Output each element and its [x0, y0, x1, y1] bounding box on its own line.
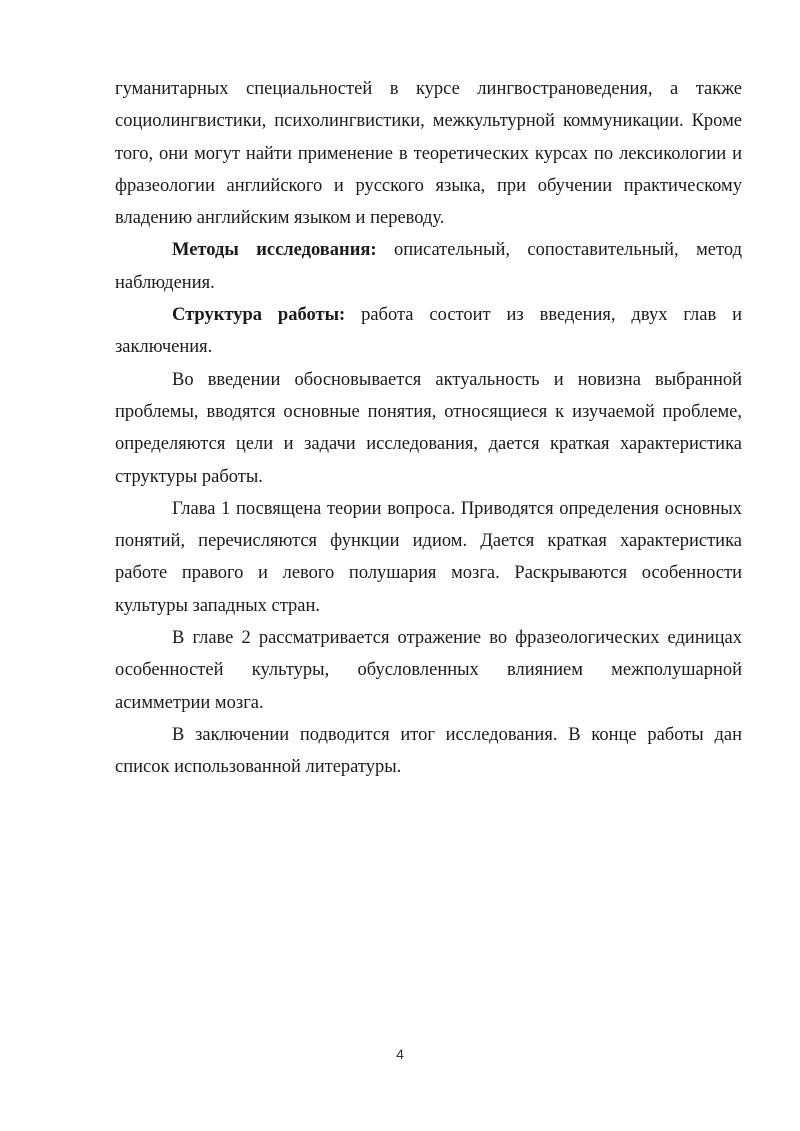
paragraph-text: В заключении подводится итог исследования. В конце работы дан список использованной литературы. — [115, 724, 742, 778]
page-number: 4 — [396, 1046, 404, 1062]
paragraph-text: работа состоит из введения, двух глав и заключения. — [115, 305, 742, 358]
paragraph-methods — [115, 234, 742, 299]
paragraph-introduction — [115, 364, 742, 493]
document-page — [115, 73, 742, 784]
paragraph-text: Во введении обосновывается актуальность и новизна выбранной проблемы, вводятся основные понятия, относящиеся к изучаемой проблеме, определяются цели и задачи исследования, дается краткая характеристика структуры работы. — [115, 369, 742, 487]
paragraph-text: гуманитарных специальностей в курсе лингвострановедения, а также социолингвистики, психолингвистики, межкультурной коммуникации. Кроме того, они могут найти применение в теоретических курсах по лексикологии и фразеологии английского и русского языка, при обучении практическому владению английским языком и переводу. — [115, 79, 742, 229]
paragraph-text: описательный, сопоставительный, метод наблюдения. — [115, 240, 742, 293]
paragraph-lead-methods: Методы исследования: — [172, 240, 377, 261]
paragraph-conclusion — [115, 719, 742, 784]
paragraph-text: В главе 2 рассматривается отражение во фразеологических единицах особенностей культуры, обусловленных влиянием межполушарной асимметрии мозга. — [115, 628, 742, 713]
paragraph-structure — [115, 299, 742, 364]
paragraph-chapter-1 — [115, 493, 742, 622]
paragraph-lead-structure: Структура работы: — [172, 305, 346, 326]
paragraph-continuation — [115, 73, 742, 234]
paragraph-text: Глава 1 посвящена теории вопроса. Приводятся определения основных понятий, перечисляются функции идиом. Дается краткая характеристика работе правого и левого полушария мозга. Раскрываются особенности культуры западных стран. — [115, 498, 742, 616]
paragraph-chapter-2 — [115, 622, 742, 719]
